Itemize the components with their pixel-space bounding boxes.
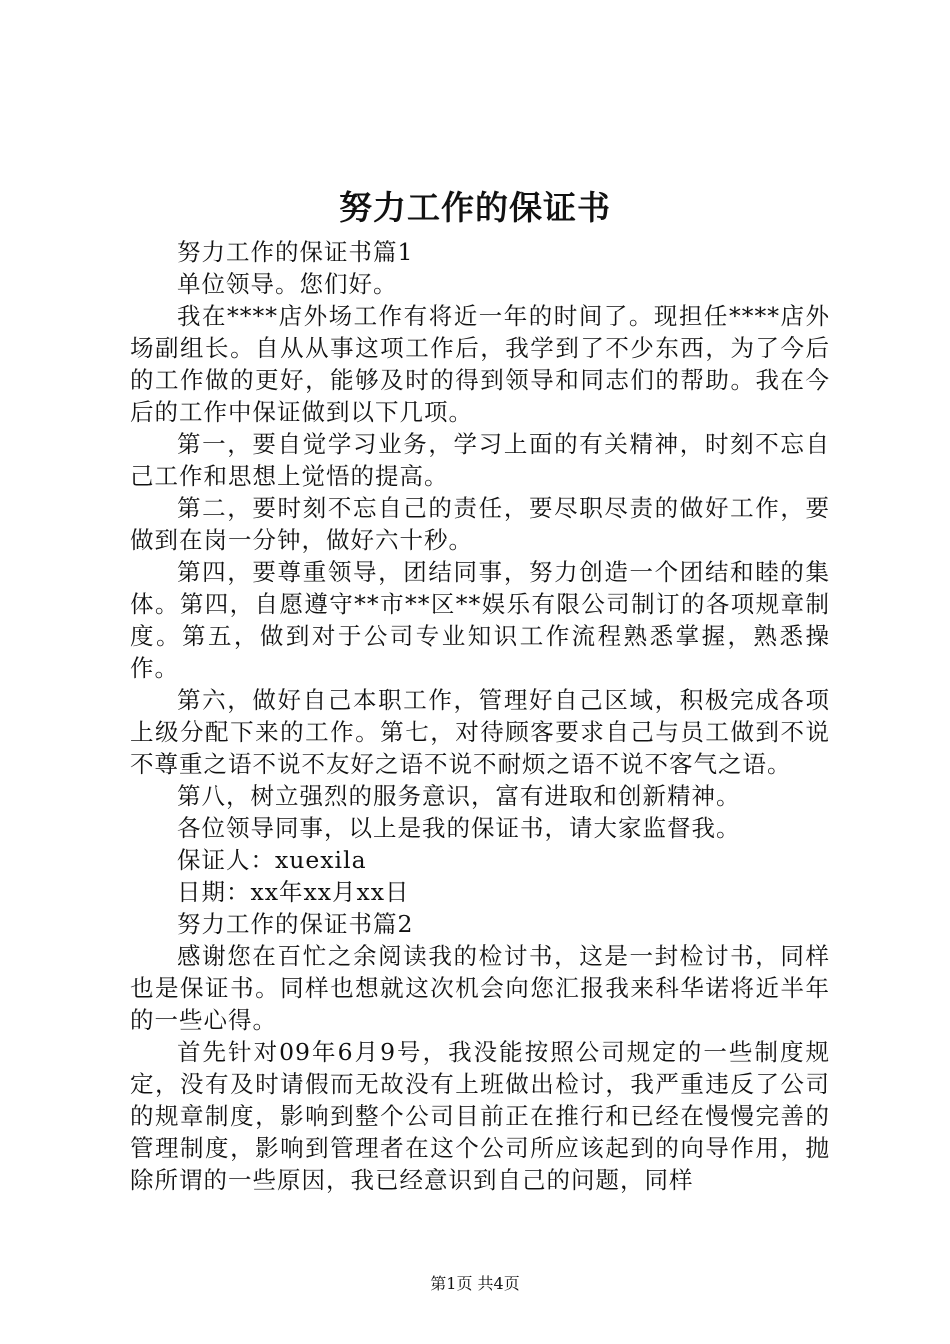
paragraph: 第二，要时刻不忘自己的责任，要尽职尽责的做好工作，要做到在岗一分钟，做好六十秒。 — [130, 494, 830, 554]
paragraph: 各位领导同事，以上是我的保证书，请大家监督我。 — [177, 814, 741, 842]
paragraph: 第四，要尊重领导，团结同事，努力创造一个团结和睦的集体。第四，自愿遵守**市**区**娱乐有限公司制订的各项规章制度。第五，做到对于公司专业知识工作流程熟悉掌握，熟悉操作。 — [130, 558, 830, 682]
paragraph: 我在****店外场工作有将近一年的时间了。现担任****店外场副组长。自从从事这项工作后，我学到了不少东西，为了今后的工作做的更好，能够及时的得到领导和同志们的帮助。我在今后的工作中保证做到以下几项。 — [130, 302, 830, 426]
paragraph: 感谢您在百忙之余阅读我的检讨书，这是一封检讨书，同样也是保证书。同样也想就这次机会向您汇报我来科华诺将近半年的一些心得。 — [130, 942, 830, 1034]
date: 日期：xx年xx月xx日 — [177, 878, 410, 906]
paragraph: 第一，要自觉学习业务，学习上面的有关精神，时刻不忘自己工作和思想上觉悟的提高。 — [130, 430, 830, 490]
paragraph: 首先针对09年6月9号，我没能按照公司规定的一些制度规定，没有及时请假而无故没有上班做出检讨，我严重违反了公司的规章制度，影响到整个公司目前正在推行和已经在慢慢完善的管理制度，影响到管理者在这个公司所应该起到的向导作用，抛除所谓的一些原因，我已经意识到自己的问题，同样 — [130, 1038, 830, 1194]
paragraph: 第六，做好自己本职工作，管理好自己区域，积极完成各项上级分配下来的工作。第七，对待顾客要求自己与员工做到不说不尊重之语不说不友好之语不说不耐烦之语不说不客气之语。 — [130, 686, 830, 778]
paragraph: 第八，树立强烈的服务意识，富有进取和创新精神。 — [177, 782, 741, 810]
section-heading-1: 努力工作的保证书篇1 — [177, 238, 414, 266]
salutation: 单位领导。您们好。 — [177, 270, 398, 298]
signer: 保证人：xuexila — [177, 846, 367, 874]
section-heading-2: 努力工作的保证书篇2 — [177, 910, 414, 938]
document-body — [130, 236, 830, 1196]
page-footer: 第1页 共4页 — [430, 1274, 520, 1293]
document-title: 努力工作的保证书 — [339, 188, 611, 227]
